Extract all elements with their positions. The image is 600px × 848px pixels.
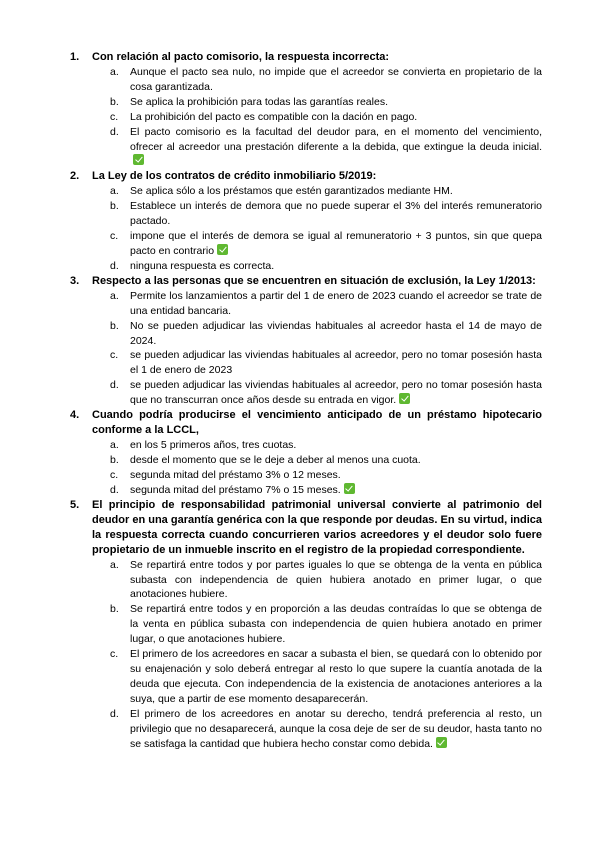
option-text-block — [130, 125, 542, 170]
option-list — [92, 289, 542, 408]
question-text: Respecto a las personas que se encuentren en situación de exclusión, la Ley 1/2013: — [92, 274, 536, 287]
option-text-block — [130, 199, 542, 229]
question-number: 5. — [70, 498, 80, 511]
option-text: La prohibición del pacto es compatible con la dación en pago. — [130, 110, 418, 123]
question-number: 3. — [70, 274, 80, 287]
answer-option — [92, 483, 542, 498]
check-mark-icon — [399, 393, 410, 404]
answer-option — [92, 289, 542, 319]
option-text-block — [130, 95, 542, 110]
option-text-block — [130, 453, 542, 468]
check-mark-icon — [436, 737, 447, 748]
answer-option — [92, 453, 542, 468]
option-text-block — [130, 65, 542, 95]
option-text-block — [130, 468, 542, 483]
option-letter: b. — [110, 603, 119, 616]
option-text-block — [130, 319, 542, 349]
option-text-block — [130, 229, 542, 259]
option-text: Se aplica la prohibición para todas las garantías reales. — [130, 95, 388, 108]
option-text: impone que el interés de demora se igual al remuneratorio + 3 puntos, sin que quepa pacto en contrario — [130, 230, 542, 257]
option-letter: d. — [110, 259, 119, 272]
option-text-block — [130, 483, 542, 498]
option-text: Se repartirá entre todos y en proporción a las deudas contraídas lo que se obtenga de la venta en pública subasta con independencia de quien hubiera anotado en primer lugar, o que anotaciones hubiere. — [130, 603, 542, 646]
answer-option — [92, 184, 542, 199]
option-text-block — [130, 289, 542, 319]
option-text-block — [130, 348, 542, 378]
check-mark-icon — [217, 244, 228, 255]
option-letter: b. — [110, 200, 119, 213]
option-list — [92, 184, 542, 273]
answer-option — [92, 110, 542, 125]
option-text-block — [130, 184, 542, 199]
answer-option — [92, 348, 542, 378]
option-text-block — [130, 558, 542, 603]
option-letter: a. — [110, 289, 119, 302]
option-letter: a. — [110, 439, 119, 452]
option-text-block — [130, 259, 542, 274]
option-letter: b. — [110, 319, 119, 332]
option-letter: a. — [110, 66, 119, 78]
option-text: El primero de los acreedores en anotar su derecho, tendrá preferencia al resto, un privilegio que no desaparecerá, aunque la cosa deje de ser de su deudor, hasta tanto no se satisfaga la cantidad que hubiera hecho constar como debida. — [130, 707, 542, 750]
option-list — [92, 65, 542, 169]
option-text: El primero de los acreedores en sacar a subasta el bien, se quedará con lo obtenido por su enajenación y solo deberá entregar al resto lo que supere la cuantía anotada de la deuda que ejecuta. Con independencia de la existencia de anotaciones anteriores a la suya, que a partir de ese momento desaparecerán. — [130, 648, 542, 705]
option-list — [92, 438, 542, 498]
option-text: desde el momento que se le deje a deber al menos una cuota. — [130, 453, 421, 466]
option-letter: d. — [110, 483, 119, 496]
option-letter: c. — [110, 648, 119, 661]
answer-option — [92, 707, 542, 752]
option-text-block — [130, 438, 542, 453]
option-letter: d. — [110, 379, 119, 392]
option-text: Establece un interés de demora que no puede superar el 3% del interés remuneratorio pactado. — [130, 200, 542, 228]
answer-option — [92, 647, 542, 707]
option-text: segunda mitad del préstamo 7% o 15 meses. — [130, 483, 341, 496]
option-text: No se pueden adjudicar las viviendas habituales al acreedor hasta el 14 de mayo de 2024. — [130, 319, 542, 347]
option-text-block — [130, 110, 542, 125]
option-text-block — [130, 378, 542, 408]
answer-option — [92, 95, 542, 110]
option-text: Permite los lanzamientos a partir del 1 de enero de 2023 cuando el acreedor se trate de una entidad bancaria. — [130, 289, 542, 317]
option-letter: a. — [110, 558, 119, 571]
option-text: segunda mitad del préstamo 3% o 12 meses. — [130, 468, 341, 481]
option-text-block — [130, 602, 542, 647]
answer-option — [92, 259, 542, 274]
question-text: Con relación al pacto comisorio, la respuesta incorrecta: — [92, 51, 390, 63]
option-list — [92, 558, 542, 752]
answer-option — [92, 229, 542, 259]
question-list — [0, 50, 600, 751]
option-letter: b. — [110, 95, 119, 108]
question-item — [0, 408, 600, 498]
question-item — [0, 169, 600, 273]
answer-option — [92, 468, 542, 483]
answer-option — [92, 438, 542, 453]
question-number: 2. — [70, 170, 80, 183]
question-text: El principio de responsabilidad patrimonial universal convierte al patrimonio del deudor en una garantía genérica con la que responde por deudas. En su virtud, indica la respuesta correcta cuando concurrieren varios acreedores y el deudor solo fuere propietario de un inmueble inscrito en el registro de la propiedad correspondiente. — [92, 498, 542, 556]
option-letter: b. — [110, 453, 119, 466]
question-number: 4. — [70, 409, 80, 422]
question-item — [0, 498, 600, 752]
option-text-block — [130, 707, 542, 752]
check-mark-icon — [344, 483, 355, 494]
option-text: en los 5 primeros años, tres cuotas. — [130, 439, 297, 452]
option-letter: a. — [110, 185, 119, 198]
option-letter: c. — [110, 110, 119, 123]
check-mark-icon — [133, 154, 144, 165]
answer-option — [92, 602, 542, 647]
option-text: se pueden adjudicar las viviendas habituales al acreedor, pero no tomar posesión hasta el 1 de enero de 2023 — [130, 349, 542, 377]
question-item — [0, 274, 600, 408]
option-text: Se aplica sólo a los préstamos que estén garantizados mediante HM. — [130, 185, 453, 198]
answer-option — [92, 558, 542, 603]
answer-option — [92, 378, 542, 408]
option-text: ninguna respuesta es correcta. — [130, 259, 275, 272]
option-text-block — [130, 647, 542, 707]
answer-option — [92, 199, 542, 229]
question-text: La Ley de los contratos de crédito inmobiliario 5/2019: — [92, 170, 377, 183]
option-letter: d. — [110, 125, 119, 138]
question-text: Cuando podría producirse el vencimiento anticipado de un préstamo hipotecario conforme a la LCCL, — [92, 409, 542, 437]
question-item — [0, 50, 600, 169]
question-number: 1. — [70, 51, 80, 63]
option-text: El pacto comisorio es la facultad del deudor para, en el momento del vencimiento, ofrecer al acreedor una prestación diferente a la debida, que extingue la deuda inicial. — [130, 125, 542, 153]
option-letter: c. — [110, 349, 119, 362]
option-letter: c. — [110, 230, 119, 243]
answer-option — [92, 65, 542, 95]
option-letter: d. — [110, 707, 119, 720]
option-letter: c. — [110, 468, 119, 481]
option-text: Se repartirá entre todos y por partes iguales lo que se obtenga de la venta en pública subasta con independencia de quien hubiera anotado en primer lugar, o que anotaciones hubiere. — [130, 558, 542, 601]
option-text: se pueden adjudicar las viviendas habituales al acreedor, pero no tomar posesión hasta que no transcurran once años desde su entrada en vigor. — [130, 379, 542, 407]
option-text: Aunque el pacto sea nulo, no impide que el acreedor se convierta en propietario de la cosa garantizada. — [130, 66, 542, 93]
answer-option — [92, 125, 542, 170]
answer-option — [92, 319, 542, 349]
